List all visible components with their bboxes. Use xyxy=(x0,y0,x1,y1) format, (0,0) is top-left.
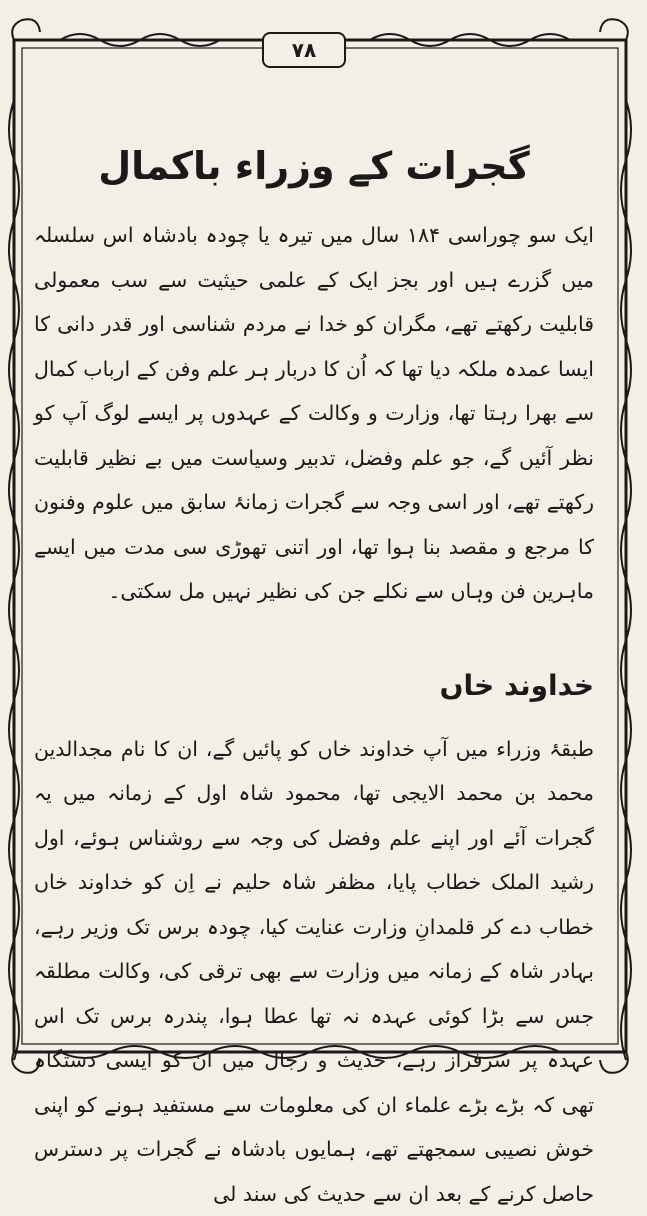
page-number-text: ۷۸ xyxy=(291,38,317,62)
chapter-heading: گجرات کے وزراء باکمال xyxy=(98,144,530,188)
section-paragraph: طبقۂ وزراء میں آپ خداوند خاں کو پائیں گے، ان کا نام مجدالدین محمد بن محمد الایجی تھا، محمود شاہ اول کے زمانہ میں یہ گجرات آئے اور اپنے علم وفضل کی وجہ سے روشناس ہوئے، اول رشید الملک خطاب پایا، مظفر شاہ حلیم نے اِن کو خداوند خاں خطاب دے کر قلمدانِ وزارت عنایت کیا، چودہ برس تک وزیر رہے، بہادر شاہ کے زمانہ میں وزارت سے بھی ترقی کی، وکالت مطلقہ جس سے بڑا کوئی عہدہ نہ تھا عطا ہوا، پندرہ برس تک اس عہدہ پر سرفراز رہے، حدیث و رجال میں ان کو ایسی دستگاہ تھی کہ بڑے بڑے علماء ان کی معلومات سے مستفید ہونے کو اپنی خوش نصیبی سمجھتے تھے، ہمایوں بادشاہ نے گجرات پر دسترس حاصل کرنے کے بعد ان سے حدیث کی سند لی xyxy=(34,736,594,1206)
section-heading: خداوند خاں xyxy=(439,668,594,702)
intro-paragraph: ایک سو چوراسی ۱۸۴ سال میں تیرہ یا چودہ بادشاہ اس سلسلہ میں گزرے ہیں اور بجز ایک کے علمی حیثیت سے سب معمولی قابلیت رکھتے تھے، مگران کو خدا نے مردم شناسی اور قدر دانی کا ایسا عمدہ ملکہ دیا تھا کہ اُن کا دربار ہر علم وفن کے ارباب کمال سے بھرا رہتا تھا، وزارت و وکالت کے عہدوں پر ایسے لوگ آپ کو نظر آئیں گے، جو علم وفضل، تدبیر وسیاست میں بے نظیر قابلیت رکھتے تھے، اور اسی وجہ سے گجرات زمانۂ سابق میں علوم وفنون کا مرجع و مقصد بنا ہوا تھا، اور اتنی تھوڑی سی مدت میں ایسے ماہرین فن وہاں سے نکلے جن کی نظیر نہیں مل سکتی۔ xyxy=(34,223,594,604)
page-content xyxy=(34,140,594,1216)
page-number xyxy=(262,32,346,68)
